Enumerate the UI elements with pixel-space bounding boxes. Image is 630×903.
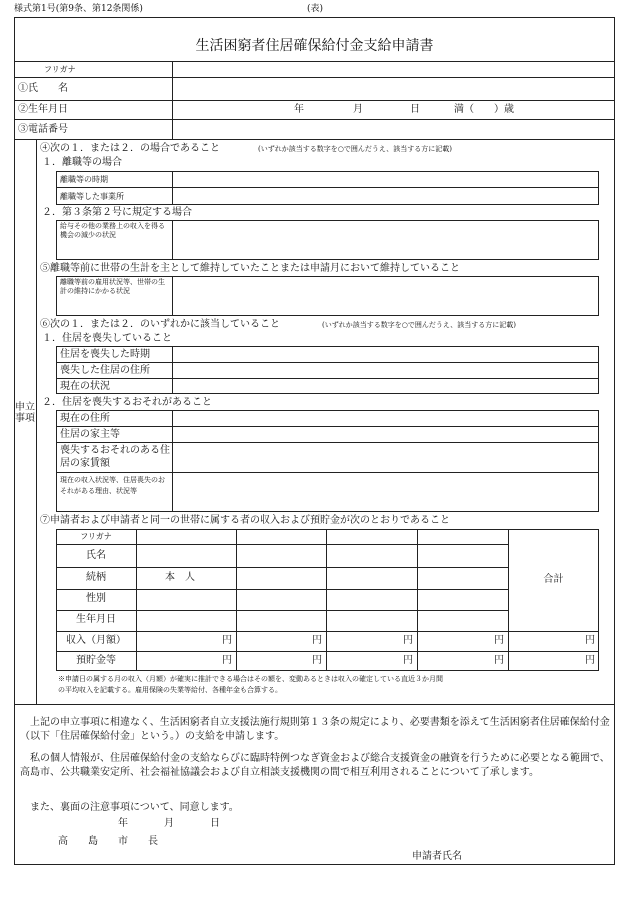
yen-unit: 円 [403,635,413,646]
s6-lost-address-field[interactable] [173,363,598,378]
s6-row-label: 住居を喪失した時期 [60,349,150,360]
furigana-label: フリガナ [44,65,76,74]
yen-unit: 円 [585,655,595,666]
phone-field[interactable] [173,120,614,139]
birth-year-unit: 年 [294,104,304,115]
s7-row-label: フリガナ [80,532,112,541]
s6-note: (いずれか該当する数字を○で囲んだうえ、該当する方に記載) [322,321,516,329]
s7-heading: ⑦申請者および申請者と同一の世帯に属する者の収入および預貯金が次のとおりであること [40,515,450,526]
s6-row-label: 喪失するおそれのある住居の家賃額 [60,445,170,469]
form-title: 生活困窮者住居確保給付金支給申請書 [195,38,434,54]
total-label: 合計 [543,574,564,585]
name-field[interactable] [173,78,614,100]
income-table [56,529,599,671]
consent-text: 私の個人情報が、住居確保給付金の支給ならびに臨時特例つなぎ資金および総合支援資金の融資を行うために必要となる範囲で、高島市、公共職業安定所、社会福祉協議会および自立相談支援機関の間で相互利用されることについて了承します。 [20,753,610,778]
s7-row-label: 性別 [86,593,106,604]
s4-heading: ④次の１．または２．の場合であること [40,143,220,154]
s6-row-label: 現在の収入状況等、住居喪失のおそれがある理由、状況等 [60,476,165,495]
furigana-field[interactable] [173,62,614,77]
s7-row-label: 氏名 [86,550,106,561]
s6-lost-time-field[interactable] [173,347,598,362]
s7-row-label: 続柄 [86,572,106,583]
birth-label: ②生年月日 [18,104,68,115]
s6-heading: ⑥次の１．または２．のいずれかに該当していること [40,319,280,330]
yen-unit: 円 [312,635,322,646]
yen-unit: 円 [585,635,595,646]
applicant-name-label: 申請者氏名 [412,851,462,862]
s4-reduction-field[interactable] [173,221,598,259]
s4-row-label: 給与その他の業務上の収入を得る機会の減少の状況 [60,222,165,239]
s7-note-line1: ※申請日の属する月の収入（月額）が確実に推計できる場合はその額を、変動あるときは収入の確定している直近３か月間 [58,675,443,683]
date-month-unit: 月 [164,818,174,829]
s6-reason-field[interactable] [173,473,598,511]
s7-row-label: 生年月日 [76,614,116,625]
form-number: 様式第1号(第9条、第12条関係) [14,4,143,14]
date-year-unit: 年 [118,818,128,829]
s6-option1: １．住居を喪失していること [42,333,172,344]
age-unit: 満（ ）歳 [454,104,514,115]
side-label: 申立事項 [15,402,35,424]
yen-unit: 円 [312,655,322,666]
mayor-addressee: 高 島 市 長 [58,836,158,847]
s6-row-label: 住居の家主等 [60,429,120,440]
date-day-unit: 日 [210,818,220,829]
yen-unit: 円 [222,655,232,666]
declaration-text: 上記の申立事項に相違なく、生活困窮者自立支援法施行規則第１３条の規定により、必要書類を添えて生活困窮者住居確保給付金（以下「住居確保給付金」という。）の支給を申請します。 [20,717,610,742]
yen-unit: 円 [222,635,232,646]
birth-field[interactable] [173,101,614,119]
s4-time-field[interactable] [173,172,598,187]
yen-unit: 円 [494,655,504,666]
phone-label: ③電話番号 [18,124,68,135]
applicant-name-field[interactable] [470,848,610,864]
s5-row-label: 離職等前の雇用状況等、世帯の生計の維持にかかる状況 [60,278,165,295]
s4-note: (いずれか該当する数字を○で囲んだうえ、該当する方に記載) [258,145,452,153]
yen-unit: 円 [494,635,504,646]
s6-current-address-field[interactable] [173,411,598,426]
s6-rent-field[interactable] [173,443,598,472]
s4-option2: ２．第３条第２号に規定する場合 [42,207,192,218]
s6-row-label: 現在の住所 [60,413,110,424]
s4-employer-field[interactable] [173,188,598,204]
s4-option1: １．離職等の場合 [42,157,122,168]
agreement-text: また、裏面の注意事項について、同意します。 [30,802,239,813]
relation-self: 本 人 [165,572,195,583]
s6-row-label: 喪失した住居の住所 [60,365,150,376]
s5-heading: ⑤離職等前に世帯の生計を主として維持していたことまたは申請月において維持していること [40,263,460,274]
s7-row-label: 預貯金等 [76,655,116,666]
birth-month-unit: 月 [353,104,363,115]
s6-option2: ２．住居を喪失するおそれがあること [42,397,212,408]
s6-landlord-field[interactable] [173,427,598,442]
form-side-label: (表) [307,4,324,14]
s6-current-status-field[interactable] [173,379,598,393]
s6-row-label: 現在の状況 [60,381,110,392]
birth-day-unit: 日 [410,104,420,115]
s5-field[interactable] [173,277,598,315]
s4-row-label: 離職等の時期 [60,175,108,184]
s7-row-label: 収入（月額） [66,635,126,646]
yen-unit: 円 [403,655,413,666]
name-label: ①氏 名 [18,83,68,94]
s7-note-line2: の平均収入を記載する。雇用保険の失業等給付、各種年金も合算する。 [58,686,282,694]
s4-row-label: 離職等した事業所 [60,192,124,201]
